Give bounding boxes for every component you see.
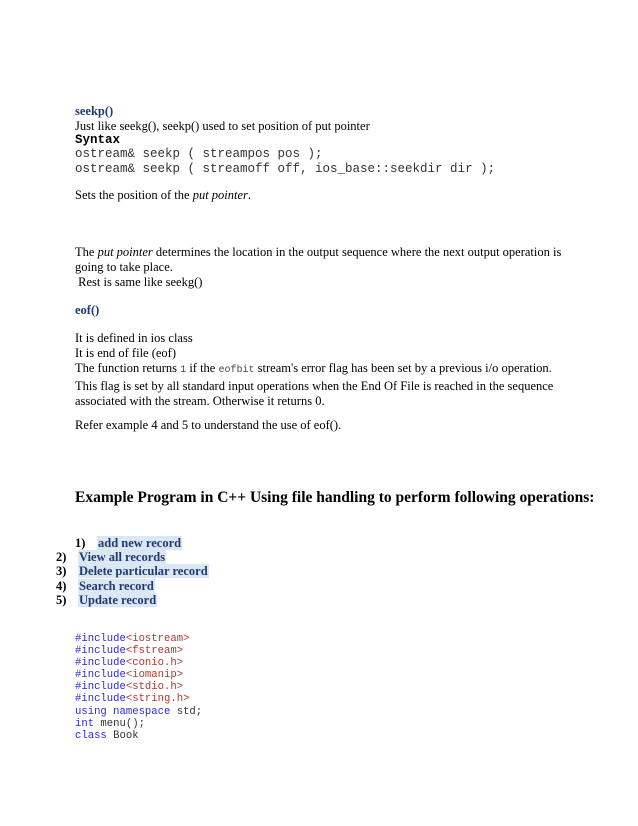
put-pointer-paragraph — [75, 245, 585, 289]
op-item-5 — [56, 593, 157, 607]
code-line-class — [75, 730, 202, 742]
eof-return-line — [75, 361, 585, 378]
example-title: Example Program in C++ Using file handling to perform following operations: — [75, 489, 595, 506]
eof-heading: eof() — [75, 303, 100, 317]
include-keyword: #include — [75, 669, 126, 682]
include-keyword: #include — [75, 693, 126, 706]
sets-text-em: put pointer — [192, 188, 248, 202]
op-num: 4) — [56, 579, 67, 593]
seekp-heading: seekp() — [75, 104, 114, 118]
using-rest: std; — [170, 705, 203, 718]
code-line-int — [75, 718, 202, 730]
class-keyword: class — [75, 729, 107, 742]
eof-line-1: It is defined in ios class — [75, 331, 193, 345]
code-line-include — [75, 693, 202, 705]
op-num: 3) — [56, 564, 67, 578]
put-pointer-line-1 — [75, 245, 585, 259]
rest-same-line: Rest is same like seekg() — [75, 275, 203, 289]
include-file: <string.h> — [125, 693, 190, 706]
include-keyword: #include — [75, 681, 126, 694]
op-label: add new record — [98, 536, 182, 550]
ret-one: 1 — [180, 365, 187, 376]
op-num: 5) — [56, 593, 67, 607]
int-keyword: int — [75, 717, 95, 730]
code-line-include — [75, 681, 202, 693]
seekp-signature-1: ostream& seekp ( streampos pos ); — [75, 147, 323, 161]
include-keyword: #include — [75, 633, 126, 645]
put-pointer-line-2: going to take place. — [75, 260, 173, 274]
seekp-signature-2: ostream& seekp ( streamoff off, ios_base::seekdir dir ); — [75, 162, 496, 176]
int-rest: menu(); — [94, 717, 145, 730]
code-line-using — [75, 706, 202, 718]
op-label: Update record — [79, 593, 157, 607]
op-item-1 — [75, 536, 182, 550]
op-label: Delete particular record — [79, 564, 208, 578]
op-num: 1) — [75, 536, 86, 550]
include-file: <fstream> — [125, 645, 184, 658]
code-line-include — [75, 645, 202, 657]
eof-paragraph — [75, 331, 585, 408]
code-block — [75, 633, 202, 742]
put-text-em: put pointer — [97, 245, 153, 259]
include-file: <conio.h> — [125, 657, 184, 670]
ret-post: stream's error flag has been set by a previous i/o operation. — [254, 361, 552, 375]
eof-refer-line: Refer example 4 and 5 to understand the use of eof(). — [75, 418, 342, 432]
code-line-include — [75, 657, 202, 669]
put-text-post: determines the location in the output sequence where the next output operation is — [152, 245, 562, 259]
code-line-include — [75, 633, 202, 645]
sets-text-pre: Sets the position of the — [75, 188, 193, 202]
seekp-sets-position — [75, 188, 585, 202]
include-keyword: #include — [75, 657, 126, 670]
op-item-3 — [56, 564, 209, 578]
op-item-2 — [56, 550, 166, 564]
using-keyword: using namespace — [75, 705, 171, 718]
op-item-4 — [56, 579, 155, 593]
op-label: Search record — [79, 579, 154, 593]
include-keyword: #include — [75, 645, 126, 658]
eof-line-2: It is end of file (eof) — [75, 346, 177, 360]
put-text-pre: The — [75, 245, 98, 259]
op-num: 2) — [56, 550, 67, 564]
eof-line-4: This flag is set by all standard input operations when the End Of File is reached in the sequence — [75, 379, 554, 393]
include-file: <iostream> — [125, 633, 190, 645]
syntax-label: Syntax — [75, 133, 121, 147]
eof-line-5: associated with the stream. Otherwise it returns 0. — [75, 394, 325, 408]
seekp-description: Just like seekg(), seekp() used to set position of put pointer — [75, 119, 370, 133]
sets-text-post: . — [247, 188, 252, 202]
ret-mid: if the — [186, 361, 219, 375]
class-rest: Book — [106, 729, 139, 742]
include-file: <iomanip> — [125, 669, 184, 682]
code-line-include — [75, 669, 202, 681]
op-label: View all records — [79, 550, 166, 564]
ret-code: eofbit — [218, 365, 255, 376]
include-file: <stdio.h> — [125, 681, 184, 694]
ret-pre: The function returns — [75, 361, 181, 375]
